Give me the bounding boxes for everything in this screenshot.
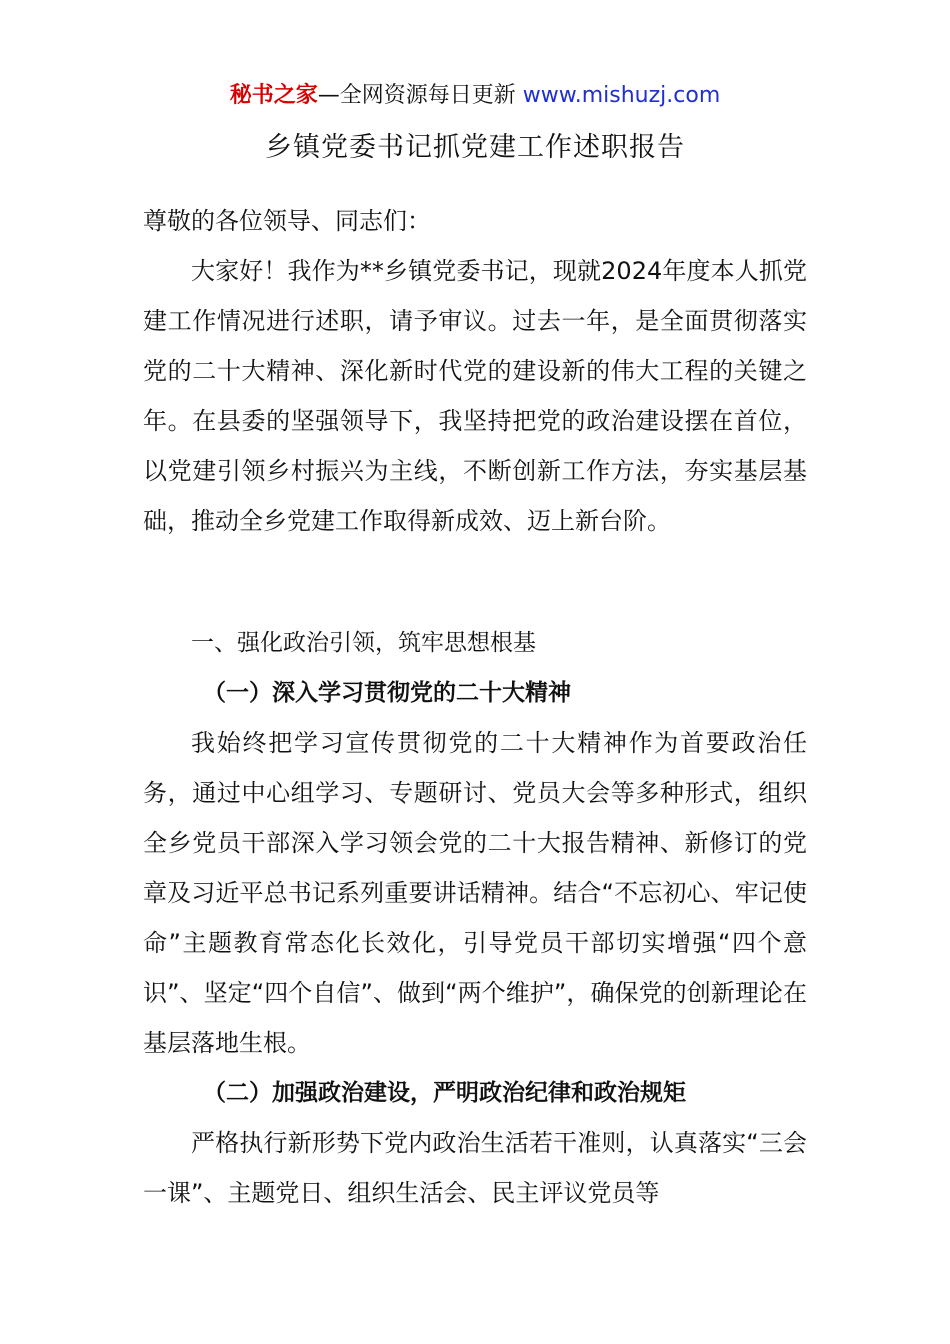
- intro-paragraph: 大家好！我作为**乡镇党委书记，现就2024年度本人抓党建工作情况进行述职，请予审议。过去一年，是全面贯彻落实党的二十大精神、深化新时代党的建设新的伟大工程的关键之年。在县委的坚强领导下，我坚持把党的政治建设摆在首位，以党建引领乡村振兴为主线，不断创新工作方法，夯实基层基础，推动全乡党建工作取得新成效、迈上新台阶。: [143, 257, 807, 535]
- header-tagline: —全网资源每日更新: [317, 83, 523, 108]
- salutation: 尊敬的各位领导、同志们：: [143, 207, 431, 235]
- document-title: 乡镇党委书记抓党建工作述职报告: [265, 132, 685, 163]
- body-paragraph: 严格执行新形势下党内政治生活若干准则，认真落实“三会一课”、主题党日、组织生活会、民主评议党员等: [143, 1129, 807, 1207]
- section-heading: 一、强化政治引领，筑牢思想根基: [191, 630, 536, 656]
- site-url[interactable]: www.mishuzj.com: [522, 83, 721, 108]
- subsection-heading: （一）深入学习贯彻党的二十大精神: [203, 680, 571, 706]
- body-paragraph: 我始终把学习宣传贯彻党的二十大精神作为首要政治任务，通过中心组学习、专题研讨、党员大会等多种形式，组织全乡党员干部深入学习领会党的二十大报告精神、新修订的党章及习近平总书记系列重要讲话精神。结合“不忘初心、牢记使命”主题教育常态化长效化，引导党员干部切实增强“四个意识”、坚定“四个自信”、做到“两个维护”，确保党的创新理论在基层落地生根。: [143, 729, 807, 1057]
- subsection-heading: （二）加强政治建设，严明政治纪律和政治规矩: [203, 1080, 686, 1106]
- site-header: [0, 78, 950, 114]
- brand-name: 秘书之家: [229, 83, 318, 108]
